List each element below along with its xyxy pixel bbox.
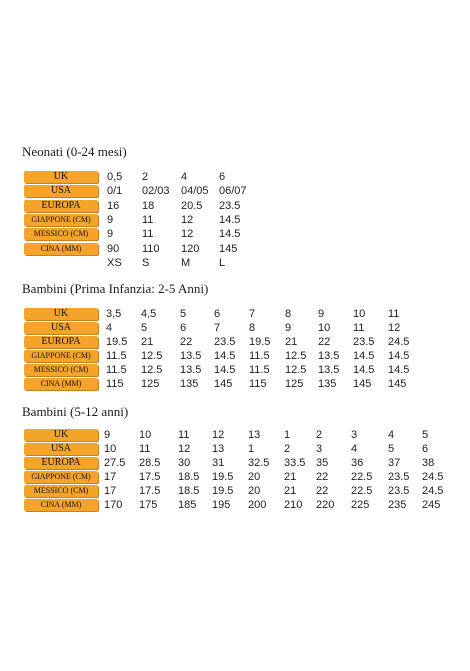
row-label-badge: MESSICO (CM): [24, 228, 98, 240]
size-value: 145: [353, 378, 372, 390]
size-value: 33.5: [284, 456, 306, 469]
size-value: 11: [139, 442, 151, 455]
size-value: 115: [106, 378, 124, 390]
size-value: 11: [178, 429, 190, 441]
row-label-badge: UK: [24, 171, 98, 183]
size-value: 5: [180, 308, 187, 320]
size-row: [0, 171, 470, 184]
size-value: 9: [285, 322, 292, 334]
size-value: 12: [212, 429, 225, 441]
size-value: 16: [107, 199, 120, 212]
size-value: 14.5: [388, 350, 410, 362]
size-value: 11: [388, 308, 400, 320]
size-value: 18.5: [178, 484, 200, 497]
row-label-badge: GIAPPONE (CM): [24, 214, 98, 226]
size-value: 5: [141, 322, 148, 334]
size-value: M: [181, 256, 191, 269]
size-value: 23.5: [353, 336, 375, 348]
size-value: 13: [248, 429, 261, 441]
size-value: 110: [142, 242, 160, 255]
size-value: 28.5: [139, 456, 161, 469]
size-row: [0, 322, 470, 335]
size-value: 7: [214, 322, 221, 334]
row-label-badge: UK: [24, 429, 98, 441]
size-value: 9: [107, 228, 114, 241]
size-value: 4,5: [141, 308, 157, 320]
size-value: 13.5: [318, 350, 340, 362]
row-label-badge: EUROPA: [24, 200, 98, 212]
size-value: 17: [104, 484, 117, 497]
row-label-badge: UK: [24, 308, 98, 320]
size-value: 3: [351, 429, 358, 441]
size-row: [0, 228, 470, 241]
size-row: [0, 471, 470, 484]
size-value: 9: [318, 308, 325, 320]
row-label-badge: MESSICO (CM): [24, 485, 98, 497]
size-value: 24.5: [422, 484, 444, 497]
size-row: [0, 350, 470, 363]
size-value: 6: [422, 442, 429, 455]
size-value: 13.5: [180, 364, 202, 376]
size-value: 145: [388, 378, 407, 390]
size-value: 13.5: [180, 350, 202, 362]
size-value: 23.5: [219, 199, 241, 212]
size-row: [0, 257, 470, 270]
size-value: 0,5: [107, 171, 123, 183]
size-row: [0, 214, 470, 227]
size-value: 4: [388, 429, 395, 441]
size-value: 10: [353, 308, 366, 320]
size-value: 12: [388, 322, 401, 334]
size-value: 17.5: [139, 470, 161, 483]
size-value: 14.5: [353, 364, 375, 376]
size-row: [0, 457, 470, 470]
size-value: 14.5: [214, 350, 236, 362]
row-label-badge: USA: [24, 443, 98, 455]
size-value: 14.5: [214, 364, 236, 376]
size-value: 115: [249, 378, 267, 390]
size-value: 4: [351, 442, 358, 455]
size-value: 6: [219, 171, 226, 183]
size-value: 37: [388, 456, 401, 469]
size-value: 2: [316, 429, 323, 441]
size-value: 23.5: [388, 484, 410, 497]
size-value: 22: [318, 336, 331, 348]
size-value: S: [142, 256, 150, 269]
size-value: 3: [316, 442, 323, 455]
size-value: 8: [249, 322, 256, 334]
size-value: 23.5: [214, 336, 236, 348]
size-value: 27.5: [104, 456, 126, 469]
size-value: 18.5: [178, 470, 200, 483]
size-value: 14.5: [388, 364, 410, 376]
size-value: 90: [107, 242, 120, 255]
size-value: 36: [351, 456, 364, 469]
size-value: 2: [284, 442, 291, 455]
size-value: 11: [142, 213, 154, 226]
size-value: 17: [104, 470, 117, 483]
size-value: 30: [178, 456, 191, 469]
size-value: 135: [180, 378, 199, 390]
row-label-badge: EUROPA: [24, 457, 98, 469]
size-value: 125: [141, 378, 160, 390]
size-value: 32.5: [248, 456, 270, 469]
size-value: 19.5: [212, 484, 234, 497]
size-value: 4: [106, 322, 113, 334]
size-value: 1: [248, 442, 255, 455]
size-value: 9: [107, 213, 114, 226]
size-value: 170: [104, 498, 123, 511]
size-value: 6: [180, 322, 187, 334]
size-row: [0, 429, 470, 442]
size-value: 10: [139, 429, 152, 441]
size-value: 12: [181, 213, 194, 226]
size-value: 11.5: [249, 350, 270, 362]
size-value: 3,5: [106, 308, 122, 320]
size-value: 8: [285, 308, 292, 320]
size-value: 135: [318, 378, 337, 390]
size-value: 13: [212, 442, 225, 455]
size-value: 11: [353, 322, 365, 334]
size-row: [0, 200, 470, 213]
size-value: 11.5: [106, 364, 127, 376]
size-value: 125: [285, 378, 304, 390]
size-value: 12: [178, 442, 191, 455]
size-value: 2: [142, 171, 149, 183]
size-value: 11: [142, 228, 154, 241]
size-value: 200: [248, 498, 267, 511]
row-label-badge: MESSICO (CM): [24, 364, 98, 376]
row-label-badge: USA: [24, 185, 98, 197]
size-value: 20.5: [181, 199, 203, 212]
section-title: Bambini (5-12 anni): [22, 404, 129, 419]
size-value: 04/05: [181, 185, 209, 198]
size-value: 20: [248, 470, 261, 483]
size-value: 22: [316, 470, 329, 483]
size-value: 17.5: [139, 484, 161, 497]
size-value: 14.5: [219, 213, 241, 226]
size-value: 12.5: [285, 350, 307, 362]
size-value: 12.5: [285, 364, 307, 376]
size-value: 9: [104, 429, 111, 441]
size-value: 21: [284, 470, 297, 483]
size-value: 06/07: [219, 185, 247, 198]
size-value: 22.5: [351, 470, 373, 483]
size-value: 12: [181, 228, 194, 241]
size-row: [0, 185, 470, 198]
row-label-badge: USA: [24, 322, 98, 334]
size-value: 19.5: [212, 470, 234, 483]
size-value: 20: [248, 484, 261, 497]
size-value: 24.5: [388, 336, 410, 348]
size-value: 22: [180, 336, 193, 348]
size-row: [0, 308, 470, 321]
size-value: 1: [284, 429, 291, 441]
size-value: 12.5: [141, 350, 163, 362]
section-title: Neonati (0-24 mesi): [22, 144, 127, 159]
row-label-badge: GIAPPONE (CM): [24, 471, 98, 483]
size-value: 19.5: [106, 336, 128, 348]
size-value: 195: [212, 498, 231, 511]
size-value: 0/1: [107, 185, 123, 198]
size-value: 185: [178, 498, 197, 511]
row-label-badge: EUROPA: [24, 336, 98, 348]
size-row: [0, 336, 470, 349]
row-label-badge: CINA (MM): [24, 243, 98, 255]
size-value: 02/03: [142, 185, 170, 198]
size-row: [0, 364, 470, 377]
size-row: [0, 443, 470, 456]
size-value: XS: [107, 256, 122, 269]
size-value: 21: [141, 336, 154, 348]
section-title: Bambini (Prima Infanzia: 2-5 Anni): [22, 281, 209, 296]
size-value: 18: [142, 199, 155, 212]
size-value: 10: [104, 442, 117, 455]
size-value: 7: [249, 308, 256, 320]
size-value: 21: [284, 484, 297, 497]
size-value: 12.5: [141, 364, 163, 376]
size-row: [0, 499, 470, 512]
size-value: 22.5: [351, 484, 373, 497]
size-value: 31: [212, 456, 225, 469]
size-value: 14.5: [353, 350, 375, 362]
size-value: 5: [422, 429, 429, 441]
size-value: 120: [181, 242, 200, 255]
row-label-badge: GIAPPONE (CM): [24, 350, 98, 362]
row-label-badge: CINA (MM): [24, 499, 98, 511]
size-value: 225: [351, 498, 370, 511]
size-value: 245: [422, 498, 441, 511]
size-value: 13.5: [318, 364, 340, 376]
size-value: 11.5: [106, 350, 127, 362]
size-value: 6: [214, 308, 221, 320]
size-value: 5: [388, 442, 395, 455]
size-value: 23.5: [388, 470, 410, 483]
size-value: 4: [181, 171, 188, 183]
size-value: 220: [316, 498, 335, 511]
size-value: L: [219, 256, 226, 269]
size-value: 210: [284, 498, 303, 511]
size-value: 175: [139, 498, 158, 511]
size-value: 24.5: [422, 470, 444, 483]
size-value: 22: [316, 484, 329, 497]
size-value: 21: [285, 336, 298, 348]
size-value: 38: [422, 456, 435, 469]
size-value: 14.5: [219, 228, 241, 241]
size-value: 35: [316, 456, 329, 469]
size-value: 19.5: [249, 336, 271, 348]
row-label-badge: CINA (MM): [24, 378, 98, 390]
size-value: 10: [318, 322, 331, 334]
size-value: 145: [219, 242, 238, 255]
size-row: [0, 378, 470, 391]
size-value: 11.5: [249, 364, 270, 376]
size-row: [0, 243, 470, 256]
size-value: 145: [214, 378, 233, 390]
size-row: [0, 485, 470, 498]
size-value: 235: [388, 498, 407, 511]
